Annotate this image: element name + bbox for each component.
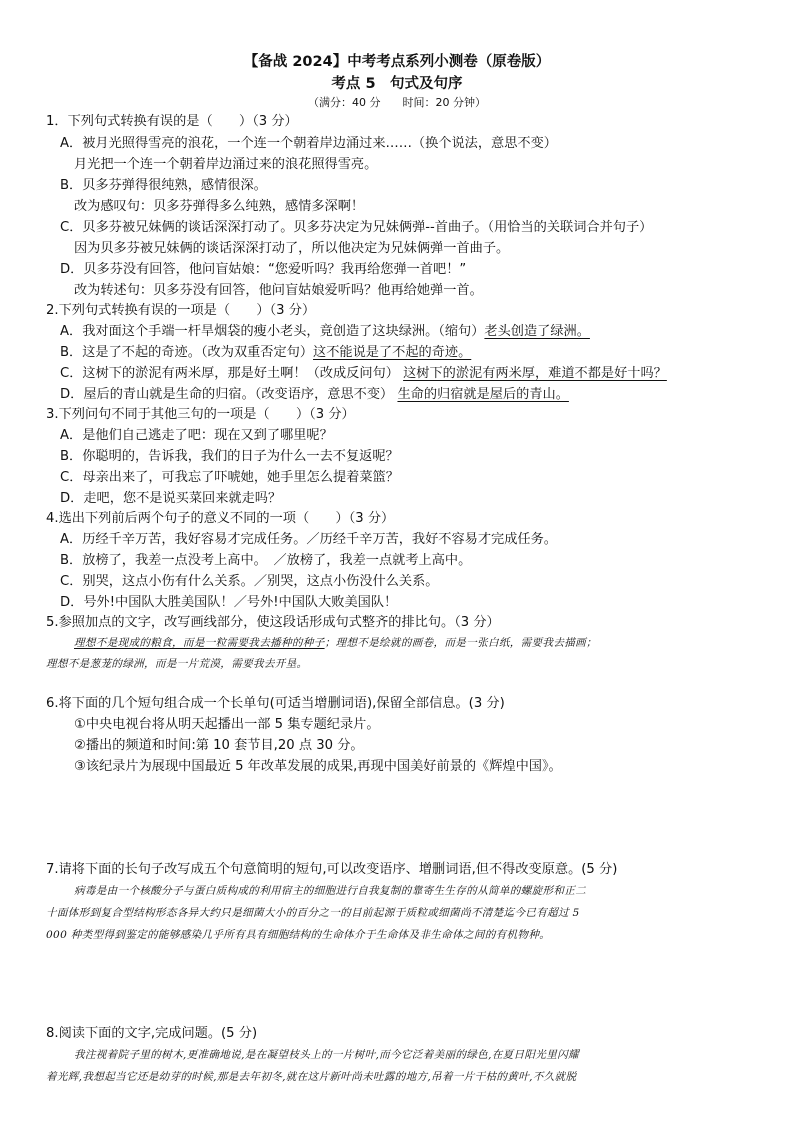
q2-option-c-answer: 这树下的淤泥有两米厚，难道不都是好十吗？ xyxy=(403,366,667,381)
q3-option-b: B．你聪明的，告诉我，我们的日子为什么一去不复返呢？ xyxy=(60,449,399,464)
q6-sentence-3: ③该纪录片为展现中国最近 5 年改革发展的成果,再现中国美好前景的《辉煌中国》。 xyxy=(74,759,562,774)
q3-option-c: C．母亲出来了，可我忘了吓唬她，她手里怎么提着菜篮？ xyxy=(60,470,399,485)
q4-option-b: B．放榜了，我差一点没考上高中。 ／放榜了，我差一点就考上高中。 xyxy=(60,553,472,568)
q8-passage-line-1: 我注视着院子里的树木,更准确地说,是在凝望枝头上的一片树叶,而今它泛着美丽的绿色,在夏日阳光里闪耀 xyxy=(74,1049,579,1061)
q2-option-c-text: C．这树下的淤泥有两米厚，那是好土啊！（改成反问句） xyxy=(60,366,399,381)
q7-passage-line-3: 000 种类型得到鉴定的能够感染几乎所有具有细胞结构的生命体介于生命体及非生命体之间的有机物种。 xyxy=(46,929,551,941)
question-3-stem: 3.下列问句不同于其他三句的一项是（ ）（3 分） xyxy=(46,407,355,422)
q6-sentence-1: ①中央电视台将从明天起播出一部 5 集专题纪录片。 xyxy=(74,717,380,732)
page-subtitle: 考点 5 句式及句序 xyxy=(331,76,463,92)
q2-option-c xyxy=(60,364,667,383)
q5-passage-rest: ；理想不是绘就的画卷，而是一张白纸，需要我去描画； xyxy=(324,637,597,649)
question-7-stem: 7.请将下面的长句子改写成五个句意简明的短句,可以改变语序、增删词语,但不得改变原意。(5 分) xyxy=(46,862,618,877)
q5-passage-line-2: 理想不是葱茏的绿洲，而是一片荒漠，需要我去开垦。 xyxy=(46,658,308,670)
q1-option-d: D．贝多芬没有回答，他问盲姑娘：“您爱听吗？我再给您弹一首吧！” xyxy=(60,262,467,277)
question-4-stem: 4.选出下列前后两个句子的意义不同的一项（ ）（3 分） xyxy=(46,511,395,526)
q4-option-d: D．号外!中国队大胜美国队！／号外!中国队大败美国队！ xyxy=(60,595,398,610)
q2-option-a xyxy=(60,322,590,341)
q1-option-c-answer: 因为贝多芬被兄妹俩的谈话深深打动了，所以他决定为兄妹俩弹一首曲子。 xyxy=(74,241,510,256)
q7-passage-line-2: 十面体形到复合型结构形态各异大约只是细菌大小的百分之一的目前起源于质粒或细菌尚不清楚迄今已有超过 5 xyxy=(46,907,580,919)
q2-option-b-text: B．这是了不起的奇迹。（改为双重否定句） xyxy=(60,345,314,360)
q1-option-c: C．贝多芬被兄妹俩的谈话深深打动了。贝多芬决定为兄妹俩弹--首曲子。（用恰当的关联词合并句子） xyxy=(60,220,653,235)
q2-option-a-text: A．我对面这个手端一杆旱烟袋的瘦小老头，竟创造了这块绿洲。（缩句） xyxy=(60,324,485,339)
q1-option-d-answer: 改为转述句：贝多芬没有回答，他问盲姑娘爱听吗？他再给她弹一首。 xyxy=(74,283,483,298)
q4-option-a: A．历经千辛万苦，我好容易才完成任务。／历经千辛万苦，我好不容易才完成任务。 xyxy=(60,532,557,547)
question-8-stem: 8.阅读下面的文字,完成问题。(5 分) xyxy=(46,1026,258,1041)
q2-option-a-answer: 老头创造了绿洲。 xyxy=(484,324,590,339)
q2-option-d xyxy=(60,385,569,404)
question-5-stem: 5.参照加点的文字，改写画线部分，使这段话形成句式整齐的排比句。（3 分） xyxy=(46,615,500,630)
question-6-stem: 6.将下面的几个短句组合成一个长单句(可适当增删词语),保留全部信息。(3 分) xyxy=(46,696,505,711)
q3-option-a: A．是他们自己逃走了吧：现在又到了哪里呢？ xyxy=(60,428,333,443)
q8-passage-line-2: 着光辉,我想起当它还是幼芽的时候,那是去年初冬,就在这片新叶尚未吐露的地方,吊着一片干枯的黄叶,不久就脱 xyxy=(46,1071,577,1083)
q1-option-b: B．贝多芬弹得很纯熟，感情很深。 xyxy=(60,178,267,193)
q5-passage-line-1 xyxy=(74,634,597,653)
score-time-note: （满分：40 分 时间：20 分钟） xyxy=(308,96,486,109)
page-title: 【备战 2024】中考考点系列小测卷（原卷版） xyxy=(243,54,551,70)
question-2-stem: 2.下列句式转换有误的一项是（ ）（3 分） xyxy=(46,303,316,318)
q2-option-b-answer: 这不能说是了不起的奇迹。 xyxy=(313,345,472,360)
q2-option-b xyxy=(60,343,471,362)
q1-option-b-answer: 改为感叹句：贝多芬弹得多么纯熟，感情多深啊！ xyxy=(74,199,365,214)
q6-sentence-2: ②播出的频道和时间:第 10 套节目,20 点 30 分。 xyxy=(74,738,364,753)
q1-option-a-answer: 月光把一个连一个朝着岸边涌过来的浪花照得雪亮。 xyxy=(74,157,378,172)
q2-option-d-text: D．屋后的青山就是生命的归宿。（改变语序，意思不变） xyxy=(60,387,394,402)
q1-option-a: A．被月光照得雪亮的浪花，一个连一个朝着岸边涌过来……（换个说法，意思不变） xyxy=(60,136,557,151)
q3-option-d: D．走吧，您不是说买菜回来就走吗？ xyxy=(60,491,282,506)
q2-option-d-answer: 生命的归宿就是屋后的青山。 xyxy=(397,387,569,402)
q5-underlined-part: 理想不是现成的粮食，而是一粒需要我去播种的种子 xyxy=(74,637,325,649)
q7-passage-line-1: 病毒是由一个核酸分子与蛋白质构成的利用宿主的细胞进行自我复制的靠寄生生存的从简单的螺旋形和正二 xyxy=(74,885,587,897)
q4-option-c: C．别哭，这点小伤有什么关系。／别哭，这点小伤没什么关系。 xyxy=(60,574,439,589)
question-1-stem: 1．下列句式转换有误的是（ ）（3 分） xyxy=(46,114,298,129)
